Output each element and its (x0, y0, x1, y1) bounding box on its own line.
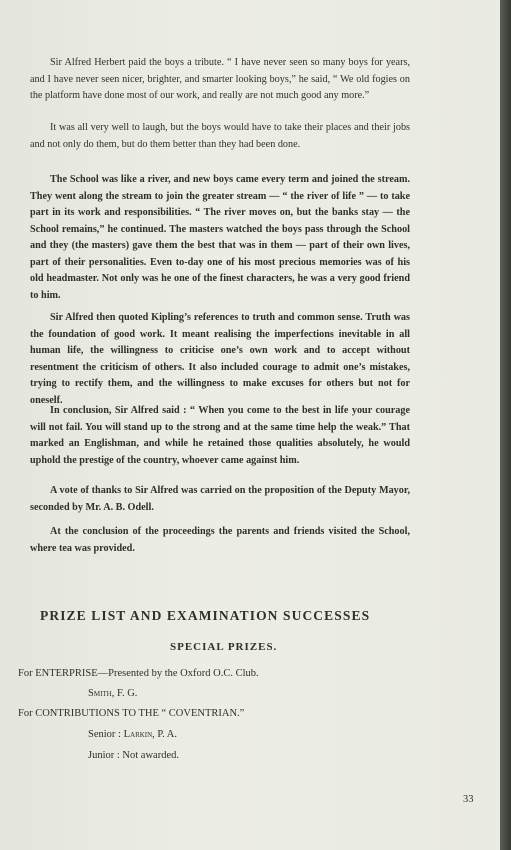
paragraph-river: The School was like a river, and new boys came every term and joined the stream. They went along the stream to join the greater stream — “ the river of life ” — to take part in its work and responsibilities. “ The river moves on, but the banks stay — the School remains,” he continued. The masters watched the boys pass through the School and they (the masters) gave them the best that was in them — part of their own lives, part of their personalities. Even to-day one of his most precious memories was of his old headmaster. Not only was he one of the finest characters, he was a very good friend to him. (30, 174, 410, 301)
enterprise-prize-winner: Smith, F. G. (88, 688, 138, 699)
senior-award-line (88, 729, 177, 740)
junior-award-line (88, 750, 179, 761)
paragraph-kipling: Sir Alfred then quoted Kipling’s references to truth and common sense. Truth was the foundation of good work. It meant realising the imperfections inevitable in all human life, the willingness to criticise one’s own work and to accept without resentment the criticism of others. It also included courage to admit one’s mistakes, trying to rectify them, and the willingness to make excuses for others but not for oneself. (30, 312, 410, 406)
contributions-prize-label: For CONTRIBUTIONS TO THE “ COVENTRIAN.” (18, 708, 245, 719)
page-edge-shadow (500, 0, 511, 850)
junior-value: Not awarded. (122, 750, 179, 761)
page-number: 33 (463, 794, 474, 805)
paragraph-vote-of-thanks: A vote of thanks to Sir Alfred was carried on the proposition of the Deputy Mayor, seconded by Mr. A. B. Odell. (30, 485, 410, 513)
prize-list-heading: PRIZE LIST AND EXAMINATION SUCCESSES (40, 608, 371, 623)
special-prizes-subheading: SPECIAL PRIZES. (170, 641, 278, 653)
paragraph-tea: At the conclusion of the proceedings the parents and friends visited the School, where tea was provided. (30, 526, 410, 554)
junior-label: Junior : (88, 750, 120, 761)
paragraph-laugh: It was all very well to laugh, but the boys would have to take their places and their jobs and not only do them, but do them better than they had been done. (30, 122, 410, 150)
enterprise-prize-label: For ENTERPRISE—Presented by the Oxford O.C. Club. (18, 668, 259, 679)
senior-name: Larkin, P. A. (123, 729, 177, 740)
paragraph-tribute: Sir Alfred Herbert paid the boys a tribute. “ I have never seen so many boys for years, and I have never seen nicer, brighter, and smarter looking boys,” he said, “ We old fogies on the platform have done most of our work, and really are not much good any more.” (30, 57, 410, 101)
senior-label: Senior : (88, 729, 121, 740)
paragraph-conclusion: In conclusion, Sir Alfred said : “ When you come to the best in life your courage will not fail. You will stand up to the strong and at the same time help the weak.” That marked an Englishman, and while he retained those qualities absolutely, he would uphold the prestige of the country, whoever came against him. (30, 405, 410, 466)
